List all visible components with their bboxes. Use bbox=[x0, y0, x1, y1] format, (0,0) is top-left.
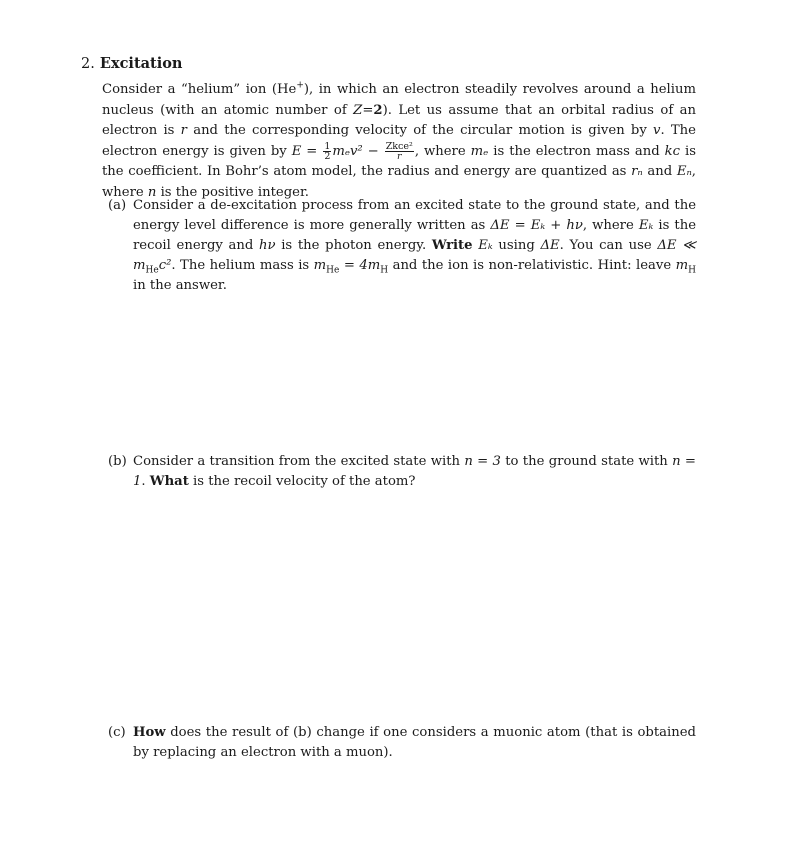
part-a-text: Consider a de-excitation process from an excited state to the ground state, and the energy level difference is more generally written as ΔE = Eₖ + hν, where Eₖ is the recoil energy and hν is the photon energy. Write Eₖ using ΔE. You can use ΔE ≪ $m_{He}c^2$. The helium mass is $m_{He} = 4m_H$ and the ion is non-relativistic. Hint: leave $m_H$ in the answer. bbox=[133, 198, 697, 293]
math-n3: n = 3 bbox=[464, 454, 501, 469]
intro-text: and the corresponding velocity of the circular motion is given by bbox=[186, 123, 654, 138]
math-n: n bbox=[147, 184, 157, 200]
math-Ek: Eₖ bbox=[638, 218, 654, 233]
math-mH: m bbox=[675, 258, 689, 273]
math-Ek: Eₖ bbox=[478, 238, 493, 253]
math-En: Eₙ bbox=[676, 164, 692, 179]
keyword-what: What bbox=[149, 474, 189, 489]
math-r: r bbox=[180, 123, 187, 138]
intro-text: ), in which an electron steadily revolves around a helium nucleus (with an atomic number of bbox=[102, 82, 696, 118]
part-c-text: How does the result of (b) change if one considers a muonic atom (that is obtained by replacing an electron with a muon). bbox=[133, 725, 696, 760]
math-me: mₑ bbox=[470, 143, 489, 159]
intro-text: is the positive integer. bbox=[156, 184, 309, 200]
intro-paragraph bbox=[102, 80, 696, 203]
math-energy-split: ΔE = Eₖ + hν bbox=[490, 218, 583, 233]
energy-equation: E = bbox=[291, 143, 323, 159]
ion-charge: + bbox=[296, 80, 304, 91]
part-a-label: (a) bbox=[108, 198, 127, 213]
math-deltaE: ΔE bbox=[540, 238, 560, 253]
atomic-number: 2 bbox=[373, 102, 383, 118]
kinetic-term: mₑv² − bbox=[332, 143, 384, 159]
problem-title: Excitation bbox=[99, 55, 183, 72]
math-rn: rₙ bbox=[631, 164, 643, 179]
intro-text: , where bbox=[414, 143, 471, 159]
problem-heading bbox=[81, 55, 182, 72]
math-hnu: hν bbox=[259, 238, 276, 253]
keyword-write: Write bbox=[431, 238, 473, 253]
intro-text: is the coefficient. In Bohr’s atom model, the radius and energy are quantized as bbox=[102, 143, 696, 179]
part-c bbox=[108, 723, 696, 763]
math-approx: ΔE ≪ m bbox=[133, 238, 696, 273]
part-b bbox=[108, 452, 696, 492]
problem-number: 2. bbox=[81, 56, 95, 72]
intro-text: = bbox=[362, 102, 374, 118]
math-mHe: m bbox=[313, 258, 327, 273]
keyword-how: How bbox=[133, 725, 166, 740]
math-Z: Z bbox=[353, 102, 363, 118]
part-b-text: Consider a transition from the excited state with n = 3 to the ground state with n = 1. What is the recoil velocity of the atom? bbox=[133, 454, 696, 489]
part-b-label: (b) bbox=[108, 454, 127, 469]
math-v: v bbox=[653, 123, 661, 138]
intro-text: , where bbox=[102, 164, 696, 200]
intro-text: and bbox=[642, 164, 677, 179]
intro-text: Consider a “helium” ion (He bbox=[102, 82, 297, 97]
math-kc: kᴄ bbox=[664, 143, 681, 159]
intro-text: ). Let us assume that an orbital radius of an electron is bbox=[102, 102, 696, 138]
part-c-label: (c) bbox=[108, 725, 126, 740]
math-n1: n = 1 bbox=[133, 454, 696, 489]
intro-text: is the electron mass and bbox=[488, 143, 665, 159]
fraction-half: $\frac{1}{2}$ bbox=[324, 140, 331, 162]
fraction-coulomb: $\frac{\text{Zkᴄe²}}{r}$ bbox=[385, 140, 413, 162]
intro-text: . The electron energy is given by bbox=[102, 123, 696, 159]
part-a bbox=[108, 196, 696, 296]
